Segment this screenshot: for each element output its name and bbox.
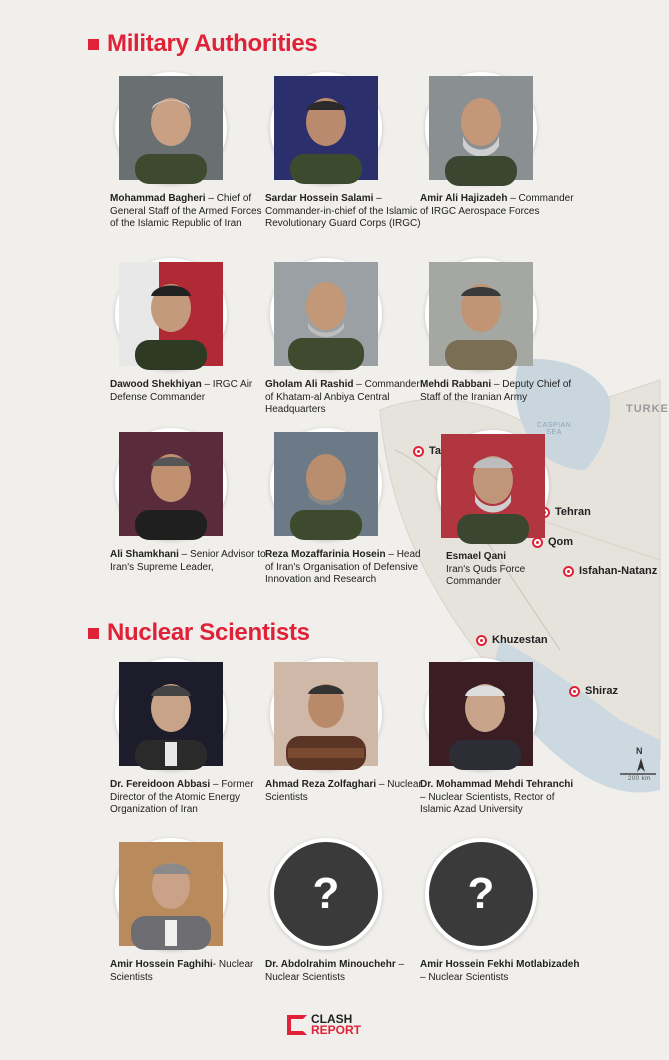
portrait-photo [425,658,537,770]
portrait-photo [270,258,382,370]
bullet-square-icon [88,628,99,639]
person-caption: Amir Hossein Faghihi- Nuclear Scientists [110,959,254,983]
map-pin-icon [476,635,487,646]
nuclear-section-title: Nuclear Scientists [88,619,310,647]
map-city-khuzestan: Khuzestan [476,634,548,646]
portrait-photo [270,658,382,770]
military-section-title: Military Authorities [88,30,317,58]
person-card [110,72,270,231]
question-mark-icon: ? [312,869,340,918]
person-card [420,838,580,984]
clash-report-logo-icon [287,1015,307,1035]
person-caption: Mehdi Rabbani – Deputy Chief of Staff of the Iranian Army [420,379,572,403]
person-caption: Gholam Ali Rashid – Commander of Khatam-al Anbiya Central Headquarters [265,379,420,415]
portrait-photo [115,72,227,184]
person-card [110,428,270,574]
person-caption: Mohammad Bagheri – Chief of General Staff of the Armed Forces of the Islamic Republic of Iran [110,193,262,229]
question-mark-icon: ? [467,869,495,918]
person-card [265,658,425,804]
person-caption: Amir Ali Hajizadeh – Commander of IRGC Aerospace Forces [420,193,574,217]
person-card [265,258,425,417]
person-card [265,428,425,587]
clash-report-logo: CLASH REPORT [287,1014,361,1036]
person-card [110,658,270,817]
person-caption: Ahmad Reza Zolfaghari – Nuclear Scientists [265,779,422,803]
scale-label: 200 km [628,776,651,782]
portrait-photo [115,258,227,370]
map-city-shiraz: Shiraz [569,685,618,697]
unknown-portrait-placeholder [270,838,382,950]
unknown-portrait-placeholder [425,838,537,950]
portrait-photo [115,658,227,770]
country-label: TURKE [626,403,669,415]
person-card [432,430,592,589]
portrait-photo [425,72,537,184]
north-label: N [636,746,643,756]
person-caption: Dr. Abdolrahim Minouchehr – Nuclear Scientists [265,959,405,983]
person-caption: Sardar Hossein Salami – Commander-in-chief of the Islamic Revolutionary Guard Corps (IRGC) [265,193,421,229]
person-card [110,258,270,404]
map-city-isfahan-natanz: Isfahan-Natanz [563,565,657,577]
person-card [265,838,425,984]
portrait-photo [115,838,227,950]
person-card [420,72,580,218]
person-caption: Reza Mozaffarinia Hosein – Head of Iran's Organisation of Defensive Innovation and Research [265,549,421,585]
person-caption: Amir Hossein Fekhi Motlabizadeh – Nuclear Scientists [420,959,580,983]
map-city-qom: Qom [532,536,573,548]
portrait-photo [437,430,549,542]
person-caption: Ali Shamkhani – Senior Advisor to Iran's Supreme Leader, [110,549,266,573]
person-caption: Esmael Qani Iran's Quds Force Commander [446,551,526,587]
person-card [110,838,270,984]
person-card [420,258,580,404]
bullet-square-icon [88,39,99,50]
caspian-sea-label: CASPIAN SEA [537,422,572,436]
person-caption: Dawood Shekhiyan – IRGC Air Defense Commander [110,379,253,403]
map-city-tehran: Tehran [539,506,591,518]
person-card [420,658,580,817]
portrait-photo [270,428,382,540]
person-caption: Dr. Fereidoon Abbasi – Former Director of the Atomic Energy Organization of Iran [110,779,254,815]
portrait-photo [425,258,537,370]
portrait-photo [115,428,227,540]
portrait-photo [270,72,382,184]
person-caption: Dr. Mohammad Mehdi Tehranchi – Nuclear Scientists, Rector of Islamic Azad University [420,779,574,815]
person-card [265,72,425,231]
map-city-tabriz: Ta [413,445,441,457]
